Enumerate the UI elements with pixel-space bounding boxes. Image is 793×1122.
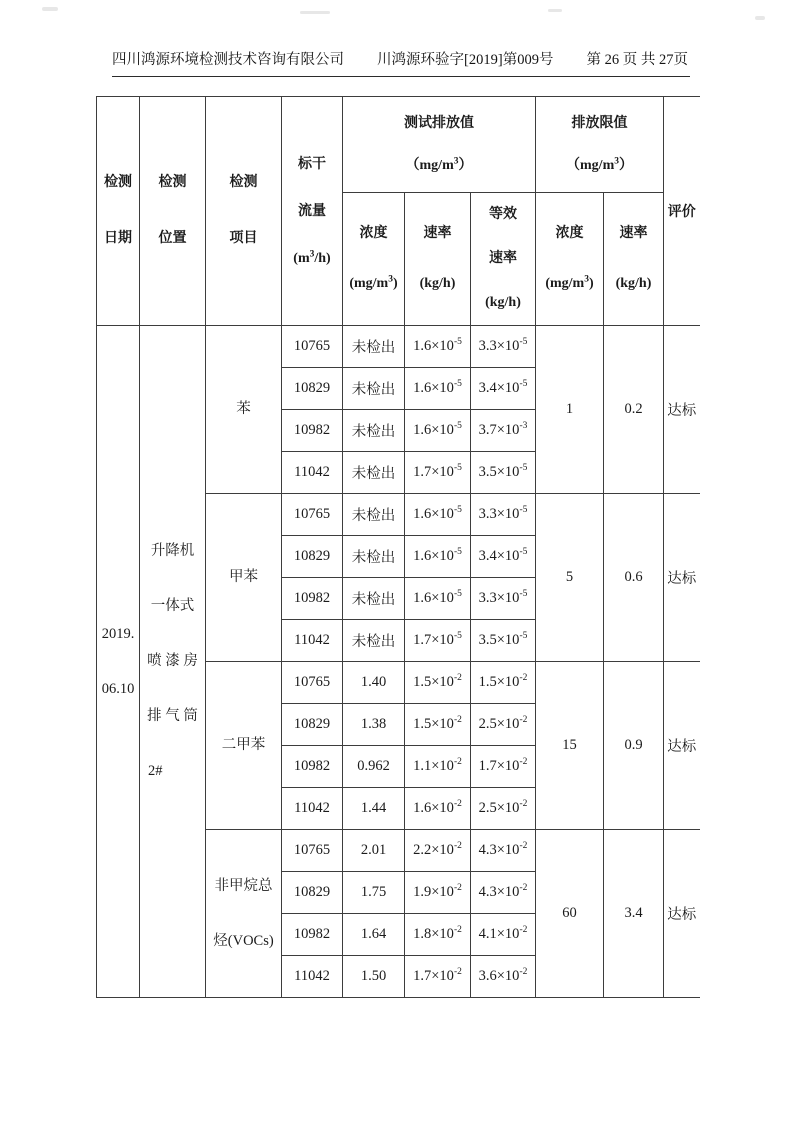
flow-cell: 10829: [282, 536, 343, 578]
limit-concentration-cell: 5: [536, 494, 604, 662]
concentration-cell: 未检出: [343, 410, 405, 452]
concentration-cell: 未检出: [343, 368, 405, 410]
flow-cell: 10982: [282, 914, 343, 956]
detection-date-cell: 2019. 06.10: [97, 326, 140, 998]
equivalent-rate-cell: $2.5\times 10^{-2}$: [471, 704, 536, 746]
flow-cell: 10982: [282, 410, 343, 452]
table-body: [97, 326, 700, 998]
evaluation-cell: 达标: [664, 662, 700, 830]
concentration-cell: 1.64: [343, 914, 405, 956]
flow-cell: 11042: [282, 788, 343, 830]
flow-cell: 11042: [282, 956, 343, 998]
flow-cell: 10765: [282, 662, 343, 704]
concentration-cell: 未检出: [343, 620, 405, 662]
equivalent-rate-cell: $1.5\times 10^{-2}$: [471, 662, 536, 704]
rate-cell: $1.5\times 10^{-2}$: [405, 704, 471, 746]
flow-cell: 10982: [282, 578, 343, 620]
equivalent-rate-cell: $2.5\times 10^{-2}$: [471, 788, 536, 830]
equivalent-rate-cell: $3.6\times 10^{-2}$: [471, 956, 536, 998]
concentration-cell: 2.01: [343, 830, 405, 872]
concentration-cell: 1.75: [343, 872, 405, 914]
concentration-cell: 1.40: [343, 662, 405, 704]
header-detection-item: 检测 项目: [206, 97, 282, 326]
concentration-cell: 未检出: [343, 578, 405, 620]
flow-cell: 10765: [282, 494, 343, 536]
equivalent-rate-cell: $3.3\times 10^{-5}$: [471, 494, 536, 536]
evaluation-cell: 达标: [664, 326, 700, 494]
detection-item-cell: 非甲烷总 烃(VOCs): [206, 830, 282, 998]
rate-cell: $1.6\times 10^{-5}$: [405, 326, 471, 368]
header-limit-concentration: 浓度 $(mg/m^3)$: [536, 193, 604, 326]
evaluation-cell: 达标: [664, 830, 700, 998]
header-evaluation: 评价: [664, 97, 700, 326]
header-test-concentration: 浓度 $(mg/m^3)$: [343, 193, 405, 326]
flow-cell: 11042: [282, 452, 343, 494]
limit-rate-cell: 0.9: [604, 662, 664, 830]
header-emission-limit-group: 排放限值 $(mg/m^3)$: [536, 97, 664, 193]
scan-smudge: [300, 11, 330, 14]
rate-cell: $1.1\times 10^{-2}$: [405, 746, 471, 788]
flow-cell: 10829: [282, 704, 343, 746]
report-table: [96, 96, 700, 998]
concentration-cell: 1.38: [343, 704, 405, 746]
concentration-cell: 1.44: [343, 788, 405, 830]
equivalent-rate-cell: $3.3\times 10^{-5}$: [471, 578, 536, 620]
header-detection-date: 检测 日期: [97, 97, 140, 326]
rate-cell: $1.5\times 10^{-2}$: [405, 662, 471, 704]
flow-cell: 10982: [282, 746, 343, 788]
detection-location-cell: 升降机 一体式 喷 漆 房 排 气 筒 2#: [140, 326, 206, 998]
company-name: 四川鸿源环境检测技术咨询有限公司: [112, 52, 344, 68]
detection-item-cell: 甲苯: [206, 494, 282, 662]
flow-cell: 10829: [282, 872, 343, 914]
limit-rate-cell: 0.2: [604, 326, 664, 494]
equivalent-rate-cell: $3.3\times 10^{-5}$: [471, 326, 536, 368]
header-equivalent-rate: 等效 速率 (kg/h): [471, 193, 536, 326]
scan-smudge: [755, 16, 765, 20]
equivalent-rate-cell: $3.5\times 10^{-5}$: [471, 452, 536, 494]
evaluation-cell: 达标: [664, 494, 700, 662]
limit-rate-cell: 3.4: [604, 830, 664, 998]
equivalent-rate-cell: $3.4\times 10^{-5}$: [471, 536, 536, 578]
data-row: [97, 326, 700, 368]
concentration-cell: 未检出: [343, 452, 405, 494]
equivalent-rate-cell: $1.7\times 10^{-2}$: [471, 746, 536, 788]
equivalent-rate-cell: $3.4\times 10^{-5}$: [471, 368, 536, 410]
rate-cell: $1.6\times 10^{-2}$: [405, 788, 471, 830]
equivalent-rate-cell: $4.1\times 10^{-2}$: [471, 914, 536, 956]
concentration-cell: 0.962: [343, 746, 405, 788]
equivalent-rate-cell: $4.3\times 10^{-2}$: [471, 872, 536, 914]
table-header: [97, 97, 700, 326]
rate-cell: $1.7\times 10^{-5}$: [405, 452, 471, 494]
rate-cell: $1.6\times 10^{-5}$: [405, 410, 471, 452]
rate-cell: $1.9\times 10^{-2}$: [405, 872, 471, 914]
document-number: 川鸿源环验字[2019]第009号: [377, 52, 554, 68]
page-number-info: 第 26 页 共 27页: [586, 52, 688, 68]
rate-cell: $1.6\times 10^{-5}$: [405, 368, 471, 410]
detection-item-cell: 二甲苯: [206, 662, 282, 830]
equivalent-rate-cell: $3.7\times 10^{-3}$: [471, 410, 536, 452]
header-rule: [112, 76, 690, 77]
header-test-rate: 速率 (kg/h): [405, 193, 471, 326]
rate-cell: $2.2\times 10^{-2}$: [405, 830, 471, 872]
header-test-emission-group: 测试排放值 $(mg/m^3)$: [343, 97, 536, 193]
limit-concentration-cell: 60: [536, 830, 604, 998]
rate-cell: $1.6\times 10^{-5}$: [405, 536, 471, 578]
rate-cell: $1.8\times 10^{-2}$: [405, 914, 471, 956]
concentration-cell: 未检出: [343, 494, 405, 536]
limit-concentration-cell: 1: [536, 326, 604, 494]
equivalent-rate-cell: $3.5\times 10^{-5}$: [471, 620, 536, 662]
flow-cell: 11042: [282, 620, 343, 662]
scan-smudge: [548, 9, 562, 12]
detection-item-cell: 苯: [206, 326, 282, 494]
header-limit-rate: 速率 (kg/h): [604, 193, 664, 326]
flow-cell: 10765: [282, 830, 343, 872]
concentration-cell: 未检出: [343, 326, 405, 368]
rate-cell: $1.6\times 10^{-5}$: [405, 578, 471, 620]
flow-cell: 10765: [282, 326, 343, 368]
rate-cell: $1.6\times 10^{-5}$: [405, 494, 471, 536]
equivalent-rate-cell: $4.3\times 10^{-2}$: [471, 830, 536, 872]
limit-rate-cell: 0.6: [604, 494, 664, 662]
flow-cell: 10829: [282, 368, 343, 410]
limit-concentration-cell: 15: [536, 662, 604, 830]
rate-cell: $1.7\times 10^{-2}$: [405, 956, 471, 998]
scan-smudge: [42, 7, 58, 11]
rate-cell: $1.7\times 10^{-5}$: [405, 620, 471, 662]
concentration-cell: 未检出: [343, 536, 405, 578]
header-detection-location: 检测 位置: [140, 97, 206, 326]
page-running-header: [112, 50, 688, 70]
header-standard-dry-flow: 标干 流量 $(m^3/h)$: [282, 97, 343, 326]
concentration-cell: 1.50: [343, 956, 405, 998]
